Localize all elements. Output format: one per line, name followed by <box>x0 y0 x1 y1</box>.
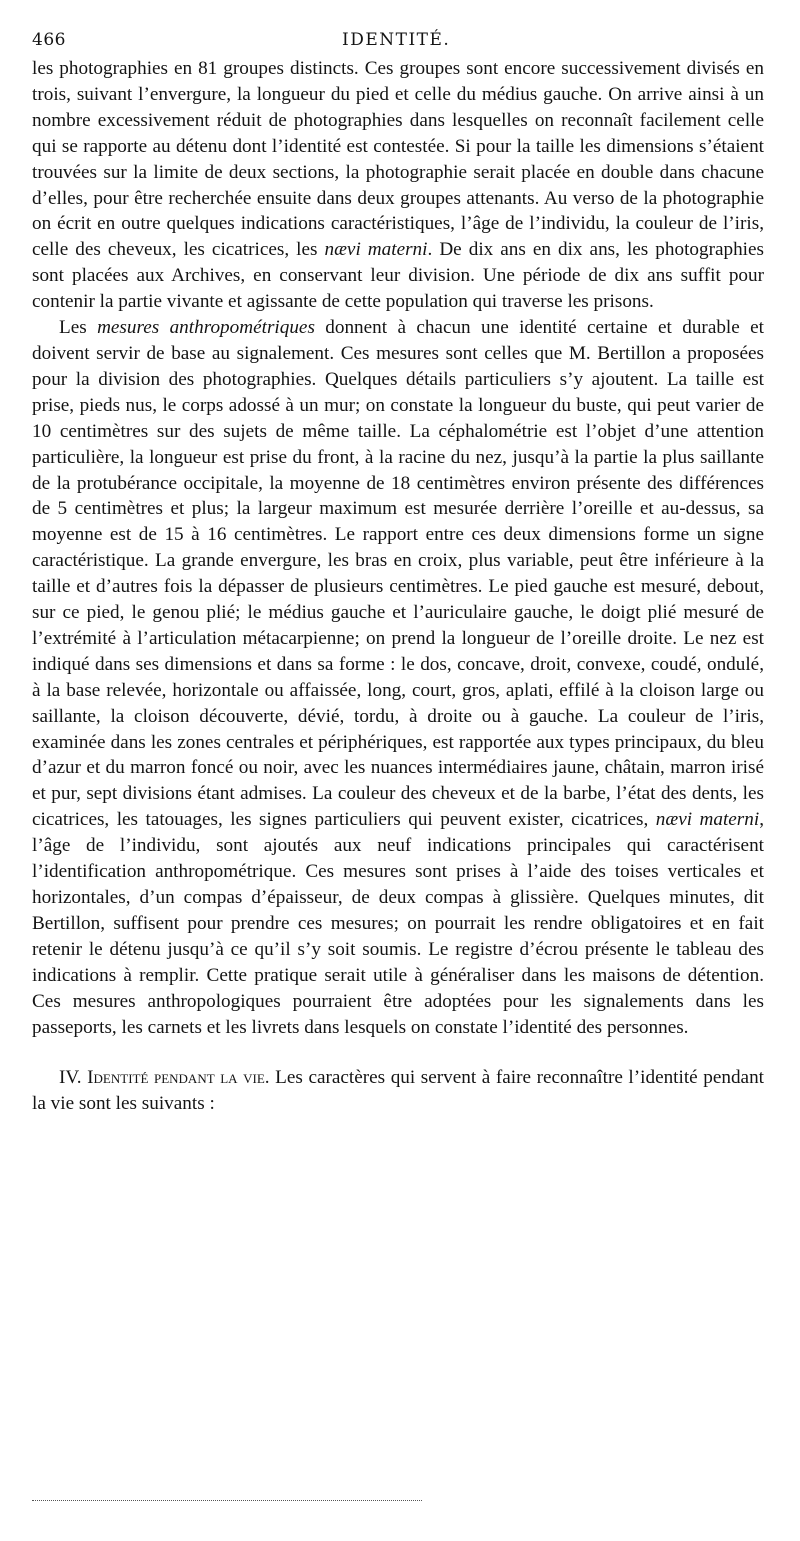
paragraph-photographies <box>32 56 764 315</box>
text-run: donnent à chacun une identité certaine et durable et doivent servir de base au signalement. Ces mesures sont celles que M. Bertillon a proposées pour la division des photographies. Quelques détails particuliers s’y ajoutent. La taille est prise, pieds nus, le corps adossé à un mur; on constate la longueur du buste, qui peut varier de 10 centimètres sur des sujets de même taille. La céphalométrie est l’objet d’une attention particulière, la longueur est prise du front, à la racine du nez, jusqu’à la partie la plus saillante de la protubérance occipitale, la moyenne de 18 centimètres environ présente des différences de 5 centimètres et plus; la largeur maximum est mesurée derrière l’oreille et au-dessus, sa moyenne est de 15 à 16 centimètres. Le rapport entre ces deux dimensions forme un signe caractéristique. La grande envergure, les bras en croix, plus variable, peut être inférieure à la taille et d’autres fois la dépasser de plusieurs centimètres. Le pied gauche est mesuré, debout, sur ce pied, le genou plié; le médius gauche et l’auriculaire gauche, le doigt plié mesuré de l’extrémité à l’articulation métacarpienne; on prend la longueur de l’oreille droite. Le nez est indiqué dans ses dimensions et dans sa forme : le dos, concave, droit, convexe, coudé, ondulé, à la base relevée, horizontale ou affaissée, long, court, gros, aplati, effilé à la cloison large ou saillante, la cloison découverte, dévié, tordu, à droite ou à gauche. La couleur de l’iris, examinée dans les zones centrales et périphériques, est rapportée aux types principaux, du bleu d’azur et du marron foncé ou noir, avec les nuances intermédiaires jaune, châtain, marron irisé et pur, sept divisions étant admises. La couleur des cheveux et de la barbe, l’état des dents, les cicatrices, les tatouages, les signes particuliers qui peuvent exister, cicatrices, <box>32 317 764 831</box>
running-title: IDENTITÉ. <box>342 30 451 50</box>
text-run: les photographies en 81 groupes distincts. Ces groupes sont encore successivement divisés en trois, suivant l’envergure, la longueur du pied et celle du médius gauche. On arrive ainsi à un nombre excessivement réduit de photographies dans lesquelles on reconnaît facilement celle qui se rapporte au détenu dont l’identité est contestée. Si pour la taille les dimensions s’étaient trouvées sur la limite de deux sections, la photographie serait placée en double dans chacune d’elles, pour être recherchée ensuite dans deux groupes attenants. Au verso de la photographie on écrit en outre quelques indications caractéristiques, l’âge de l’individu, la couleur de l’iris, celle des cheveux, les cicatrices, les <box>32 58 764 261</box>
italic-term: nævi materni <box>324 239 428 261</box>
section-iv <box>32 1065 764 1117</box>
text-run: Les <box>59 317 98 339</box>
section-text: Les caractères qui servent à faire reconnaître l’identité pendant la vie sont les suivants : <box>32 1067 765 1115</box>
page-number: 466 <box>32 30 66 50</box>
section-number: IV. <box>59 1067 82 1089</box>
text-run: . De dix ans en dix ans, les photographies sont placées aux Archives, en conservant leur division. Une période de dix ans suffit pour contenir la partie vivante et agissante de cette population qui traverse les prisons. <box>32 239 764 313</box>
text-run: , l’âge de l’individu, sont ajoutés aux neuf indications principales qui caractérisent l’identification anthropométrique. Ces mesures sont prises à l’aide des toises verticales et horizontales, d’un compas d’épaisseur, de deux compas à glissière. Quelques minutes, dit Bertillon, suffisent pour prendre ces mesures; on pourrait les rendre obligatoires et en fait retenir le détenu jusqu’à ce qu’il s’y soit soumis. Le registre d’écrou présente le tableau des indications à remplir. Cette pratique serait utile à généraliser dans les maisons de détention. Ces mesures anthropologiques pourraient être adoptées pour les signalements dans les passeports, les carnets et les livrets dans lesquels on constate l’identité des personnes. <box>32 809 764 1038</box>
paragraph-mesures <box>32 315 764 1040</box>
footer-dotted-rule <box>32 1500 422 1501</box>
italic-term: mesures anthropométriques <box>97 317 315 339</box>
page <box>32 30 764 1117</box>
body-text <box>32 56 764 1117</box>
italic-term: nævi materni <box>655 809 760 831</box>
section-title: Identité pendant la vie. <box>87 1067 270 1089</box>
page-header <box>32 30 764 52</box>
